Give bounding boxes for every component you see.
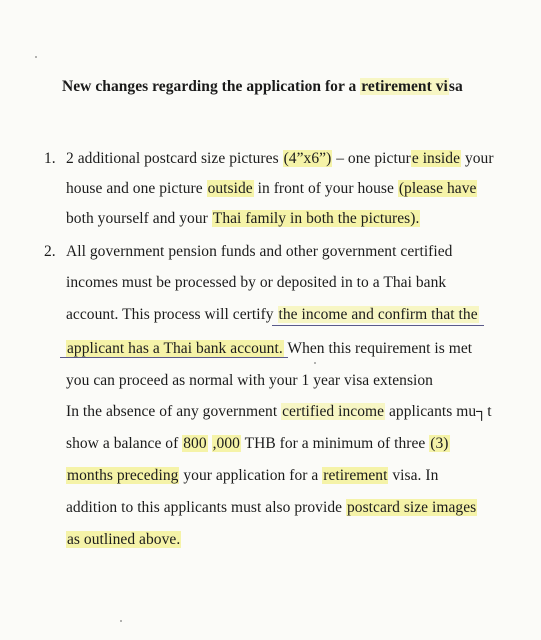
highlighted-text: (please have <box>398 180 477 197</box>
item-line <box>66 243 452 261</box>
item-line <box>66 306 479 324</box>
line-text: both yourself and your <box>66 210 212 227</box>
line-text: visa. In <box>388 467 439 484</box>
title-text: New changes regarding the application for a <box>62 78 361 95</box>
line-text: show a balance of <box>66 435 183 452</box>
highlighted-text: (4”x6”) <box>283 150 332 167</box>
scan-speck <box>314 362 316 364</box>
document-title <box>62 78 463 96</box>
item-line <box>66 210 420 228</box>
line-text: account. This process will certify <box>66 306 278 323</box>
highlighted-text: 800 <box>183 435 207 452</box>
highlighted-text: postcard size images <box>346 499 477 516</box>
line-text: your <box>461 150 494 167</box>
highlighted-text: applicant has a Thai bank account. <box>67 340 283 357</box>
item-number: 2. <box>44 243 56 260</box>
highlighted-text: outside <box>207 180 253 197</box>
highlighted-text: Thai family in both the pictures). <box>212 210 420 227</box>
highlighted-text: (3) <box>430 435 449 452</box>
item-line <box>66 403 492 421</box>
line-text: you can proceed as normal with your 1 year visa extension <box>66 372 433 389</box>
item-line <box>66 274 446 292</box>
item-line <box>66 150 494 168</box>
item-line <box>66 467 438 485</box>
line-text: your application for a <box>179 467 323 484</box>
line-text: house and one picture <box>66 180 207 197</box>
line-text: THB for a minimum of three <box>240 435 430 452</box>
item-number: 1. <box>44 150 56 167</box>
scan-speck <box>120 620 122 622</box>
line-text: In the absence of any government <box>66 403 282 420</box>
pen-underline <box>272 325 484 326</box>
item-line <box>66 340 472 358</box>
item-line <box>66 180 477 198</box>
item-line <box>66 435 450 453</box>
line-text: in front of your house <box>253 180 398 197</box>
pen-underline <box>60 357 288 358</box>
item-line <box>66 499 477 517</box>
highlighted-text: e inside <box>411 150 461 167</box>
highlighted-text: ,000 <box>212 435 240 452</box>
highlighted-text: months preceding <box>67 467 179 484</box>
line-text: When this requirement is met <box>283 340 473 357</box>
line-text: All government pension funds and other government certified <box>66 243 453 260</box>
title-text-end: sa <box>448 78 463 95</box>
line-text: addition to this applicants must also provide <box>66 499 346 516</box>
highlighted-text: as outlined above. <box>67 531 181 548</box>
item-line <box>66 372 433 390</box>
item-line <box>66 531 181 549</box>
scan-speck <box>35 56 37 58</box>
line-text: applicants mu┐t <box>385 403 492 420</box>
line-text <box>208 435 212 452</box>
line-text: 2 additional postcard size pictures <box>66 150 283 167</box>
line-text: – one pictur <box>332 150 411 167</box>
line-text: incomes must be processed by or deposited in to a Thai bank <box>66 274 447 291</box>
highlighted-text: retirement <box>323 467 388 484</box>
highlighted-text: the income and confirm that the <box>278 306 478 323</box>
highlighted-text: certified income <box>282 403 385 420</box>
title-highlight: retirement vi <box>361 78 448 95</box>
